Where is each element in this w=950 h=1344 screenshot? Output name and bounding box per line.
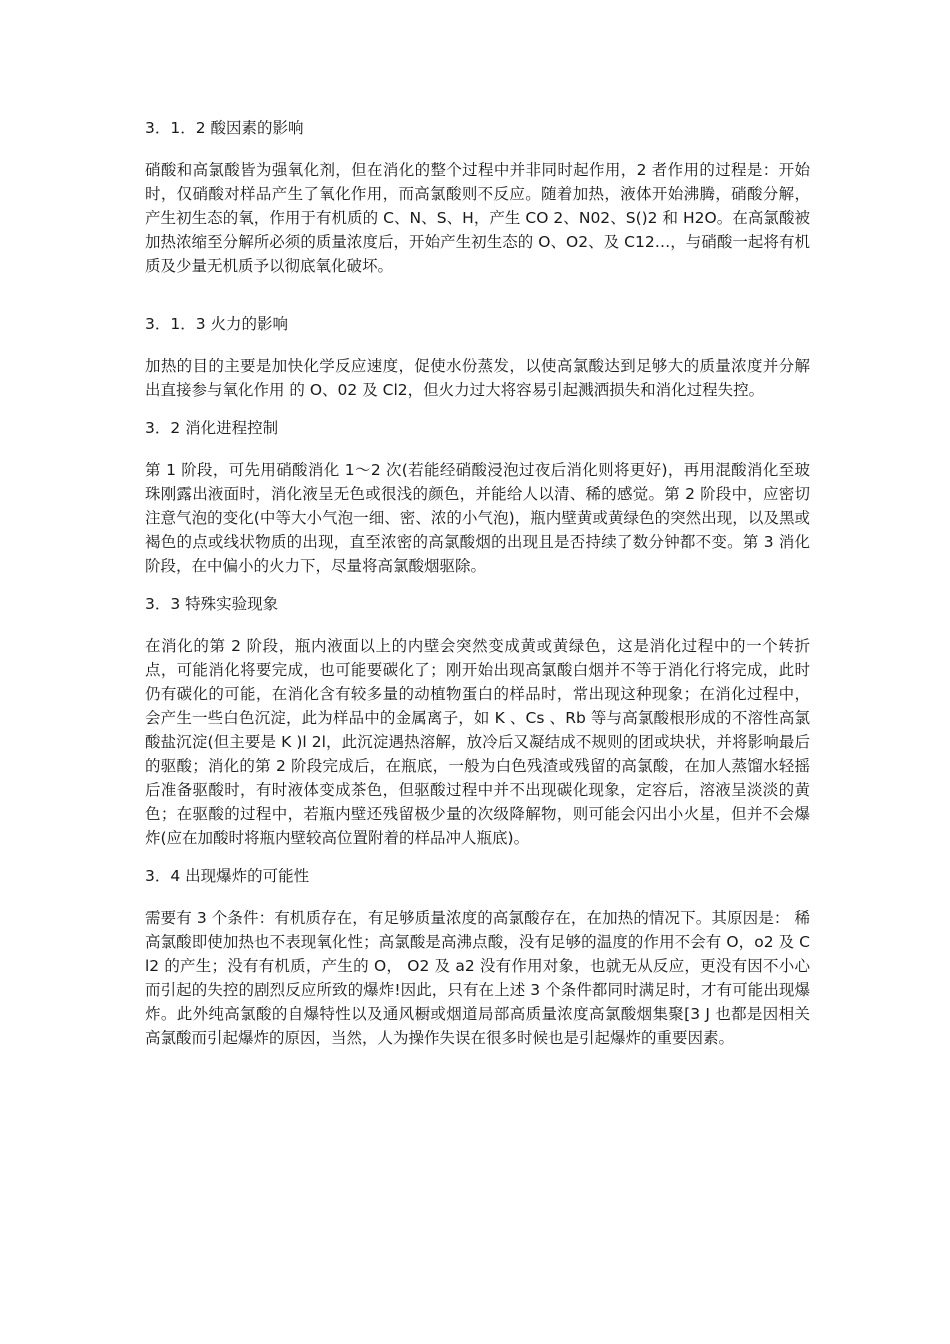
section-paragraph-3-4: 需要有 3 个条件：有机质存在，有足够质量浓度的高氯酸存在，在加热的情况下。其原因是： 稀高氯酸即使加热也不表现氧化性；高氯酸是高沸点酸，没有足够的温度的作用不会有 O，o2 及 Cl2 的产生；没有有机质，产生的 O， O2 及 a2 没有作用对象，也就无从反应，更没有因不小心而引起的失控的剧烈反应所致的爆炸!因此，只有在上述 3 个条件都同时满足时，才有可能出现爆炸。此外纯高氯酸的自爆特性以及通风橱或烟道局部高质量浓度高氯酸烟集聚[3 J 也都是因相关高氯酸而引起爆炸的原因，当然，人为操作失误在很多时候也是引起爆炸的重要因素。 — [145, 909, 810, 1047]
section-heading-3-2: 3．2 消化进程控制 — [145, 419, 279, 437]
section-spacer — [145, 292, 810, 312]
section-paragraph-3-1-3: 加热的目的主要是加快化学反应速度，促使水份蒸发，以使高氯酸达到足够大的质量浓度并分解出直接参与氧化作用 的 O、02 及 Cl2，但火力过大将容易引起溅洒损失和消化过程失控。 — [145, 357, 810, 399]
document-body — [145, 116, 810, 1064]
section-heading-3-3: 3．3 特殊实验现象 — [145, 595, 279, 613]
section-heading-3-4: 3．4 出现爆炸的可能性 — [145, 867, 310, 885]
section-paragraph-3-2: 第 1 阶段，可先用硝酸消化 1～2 次(若能经硝酸浸泡过夜后消化则将更好)，再用混酸消化至玻珠刚露出液面时，消化液呈无色或很浅的颜色，并能给人以清、稀的感觉。第 2 阶段中，应密切注意气泡的变化(中等大小气泡一细、密、浓的小气泡)，瓶内壁黄或黄绿色的突然出现，以及黑或褐色的点或线状物质的出现，直至浓密的高氯酸烟的出现且是否持续了数分钟都不变。第 3 消化阶段，在中偏小的火力下，尽量将高氯酸烟驱除。 — [145, 461, 810, 575]
section-heading-3-1-2: 3．1．2 酸因素的影响 — [145, 119, 304, 137]
section-heading-3-1-3: 3．1．3 火力的影响 — [145, 315, 289, 333]
section-paragraph-3-3: 在消化的第 2 阶段，瓶内液面以上的内壁会突然变成黄或黄绿色，这是消化过程中的一个转折点，可能消化将要完成，也可能要碳化了；刚开始出现高氯酸白烟并不等于消化行将完成，此时仍有碳化的可能，在消化含有较多量的动植物蛋白的样品时，常出现这种现象；在消化过程中，会产生一些白色沉淀，此为样品中的金属离子，如 K 、Cs 、Rb 等与高氯酸根形成的不溶性高氯酸盐沉淀(但主要是 K )l 2l，此沉淀遇热溶解，放冷后又凝结成不规则的团或块状，并将影响最后的驱酸；消化的第 2 阶段完成后，在瓶底，一般为白色残渣或残留的高氯酸，在加人蒸馏水轻摇后准备驱酸时，有时液体变成茶色，但驱酸过程中并不出现碳化现象，定容后，溶液呈淡淡的黄色；在驱酸的过程中，若瓶内壁还残留极少量的次级降解物，则可能会闪出小火星，但并不会爆炸(应在加酸时将瓶内壁较高位置附着的样品冲人瓶底)。 — [145, 637, 810, 847]
section-paragraph-3-1-2: 硝酸和高氯酸皆为强氧化剂，但在消化的整个过程中并非同时起作用，2 者作用的过程是：开始时，仅硝酸对样品产生了氧化作用，而高氯酸则不反应。随着加热，液体开始沸腾，硝酸分解，产生初生态的氧，作用于有机质的 C、N、S、H，产生 CO 2、N02、S()2 和 H2O。在高氯酸被加热浓缩至分解所必须的质量浓度后，开始产生初生态的 O、O2、及 C12…，与硝酸一起将有机质及少量无机质予以彻底氧化破坏。 — [145, 161, 810, 275]
